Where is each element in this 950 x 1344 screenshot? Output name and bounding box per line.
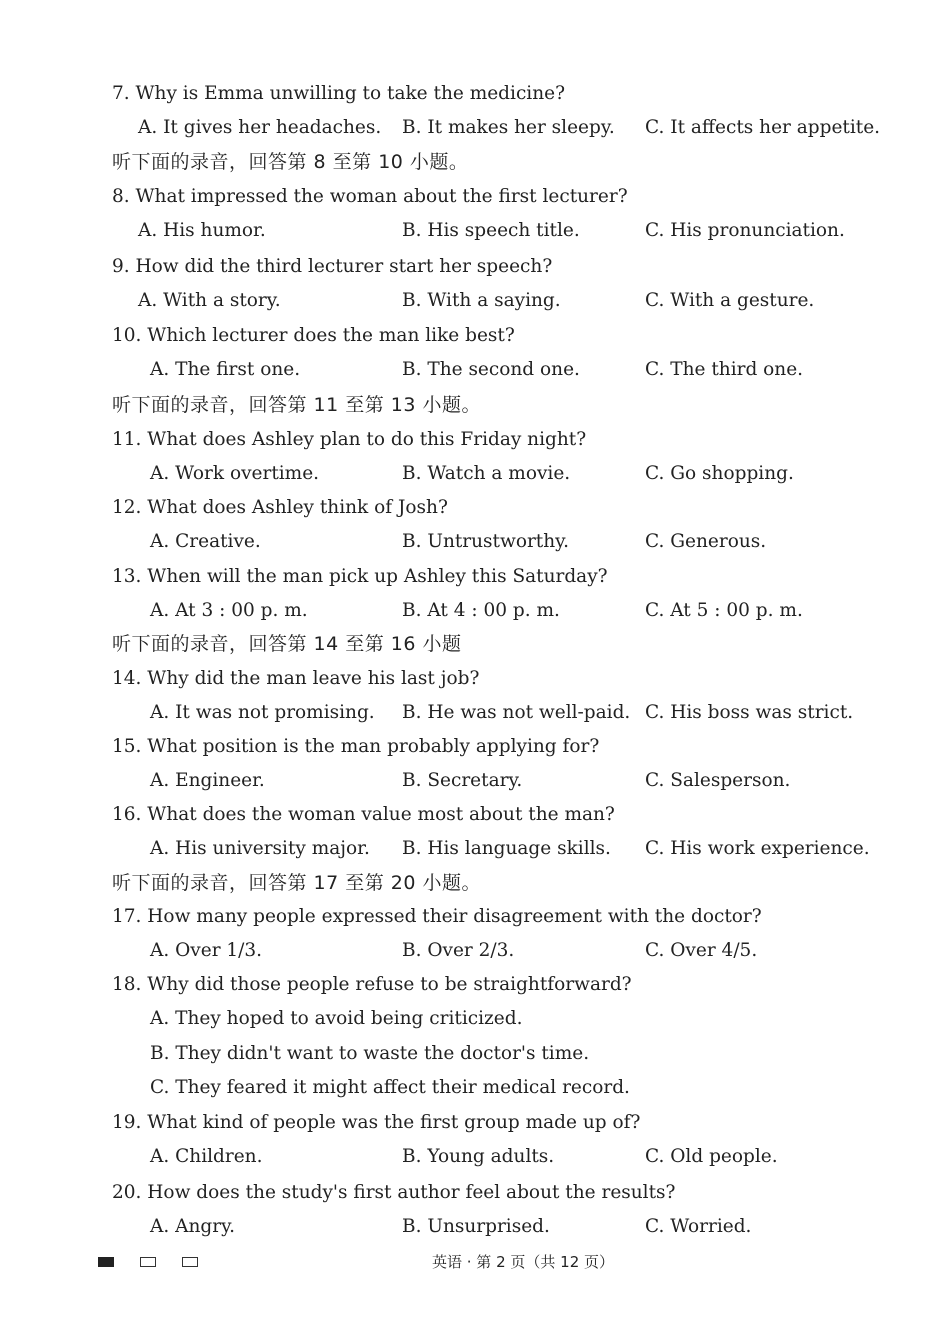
question-9-option-c: C. With a gesture. <box>645 290 815 311</box>
question-7-option-c: C. It affects her appetite. <box>645 117 881 138</box>
question-7-option-a: A. It gives her headaches. <box>138 117 382 138</box>
question-15-option-b: B. Secretary. <box>402 770 523 791</box>
section-instruction-11-13: 听下面的录音，回答第 11 至第 13 小题。 <box>112 394 482 416</box>
question-16-option-a: A. His university major. <box>150 838 370 859</box>
question-14-stem: 14. Why did the man leave his last job? <box>112 668 480 689</box>
page-number: 英语 · 第 2 页（共 12 页） <box>432 1253 615 1271</box>
question-20-stem: 20. How does the study's first author feel about the results? <box>112 1182 676 1203</box>
question-20-option-c: C. Worried. <box>645 1216 752 1237</box>
question-8-option-b: B. His speech title. <box>402 220 580 241</box>
question-15-option-a: A. Engineer. <box>150 770 265 791</box>
question-12-option-a: A. Creative. <box>150 531 261 552</box>
question-13-option-a: A. At 3 : 00 p. m. <box>150 600 308 621</box>
question-10-option-b: B. The second one. <box>402 359 580 380</box>
question-17-option-c: C. Over 4/5. <box>645 940 758 961</box>
question-10-option-a: A. The first one. <box>150 359 301 380</box>
question-8-option-a: A. His humor. <box>138 220 266 241</box>
question-17-stem: 17. How many people expressed their disagreement with the doctor? <box>112 906 762 927</box>
question-12-option-b: B. Untrustworthy. <box>402 531 570 552</box>
question-20-option-b: B. Unsurprised. <box>402 1216 550 1237</box>
section-instruction-8-10: 听下面的录音，回答第 8 至第 10 小题。 <box>112 151 469 173</box>
question-19-option-c: C. Old people. <box>645 1146 778 1167</box>
question-10-option-c: C. The third one. <box>645 359 804 380</box>
section-instruction-17-20: 听下面的录音，回答第 17 至第 20 小题。 <box>112 872 482 894</box>
question-14-option-b: B. He was not well-paid. <box>402 702 631 723</box>
question-11-option-a: A. Work overtime. <box>150 463 320 484</box>
question-11-option-b: B. Watch a movie. <box>402 463 571 484</box>
question-14-option-c: C. His boss was strict. <box>645 702 854 723</box>
question-19-stem: 19. What kind of people was the first group made up of? <box>112 1112 641 1133</box>
question-16-option-b: B. His language skills. <box>402 838 611 859</box>
question-14-option-a: A. It was not promising. <box>150 702 375 723</box>
question-8-option-c: C. His pronunciation. <box>645 220 845 241</box>
question-20-option-a: A. Angry. <box>150 1216 235 1237</box>
question-7-stem: 7. Why is Emma unwilling to take the medicine? <box>112 83 565 104</box>
question-18-option-c: C. They feared it might affect their medical record. <box>150 1077 630 1098</box>
question-16-option-c: C. His work experience. <box>645 838 870 859</box>
question-9-option-b: B. With a saying. <box>402 290 561 311</box>
question-12-stem: 12. What does Ashley think of Josh? <box>112 497 448 518</box>
question-9-option-a: A. With a story. <box>138 290 281 311</box>
question-13-option-c: C. At 5 : 00 p. m. <box>645 600 803 621</box>
question-15-option-c: C. Salesperson. <box>645 770 791 791</box>
question-13-option-b: B. At 4 : 00 p. m. <box>402 600 560 621</box>
question-19-option-b: B. Young adults. <box>402 1146 555 1167</box>
question-11-stem: 11. What does Ashley plan to do this Friday night? <box>112 429 587 450</box>
question-11-option-c: C. Go shopping. <box>645 463 794 484</box>
question-18-option-b: B. They didn't want to waste the doctor's time. <box>150 1043 590 1064</box>
filled-square-marker <box>98 1257 114 1267</box>
empty-square-marker <box>182 1257 198 1267</box>
question-15-stem: 15. What position is the man probably applying for? <box>112 736 600 757</box>
section-instruction-14-16: 听下面的录音，回答第 14 至第 16 小题 <box>112 633 462 655</box>
question-12-option-c: C. Generous. <box>645 531 767 552</box>
question-18-stem: 18. Why did those people refuse to be straightforward? <box>112 974 632 995</box>
question-7-option-b: B. It makes her sleepy. <box>402 117 615 138</box>
question-8-stem: 8. What impressed the woman about the first lecturer? <box>112 186 628 207</box>
page-footer <box>0 1252 950 1276</box>
question-13-stem: 13. When will the man pick up Ashley this Saturday? <box>112 566 608 587</box>
empty-square-marker <box>140 1257 156 1267</box>
question-17-option-a: A. Over 1/3. <box>150 940 263 961</box>
question-17-option-b: B. Over 2/3. <box>402 940 515 961</box>
question-18-option-a: A. They hoped to avoid being criticized. <box>150 1008 523 1029</box>
question-9-stem: 9. How did the third lecturer start her speech? <box>112 256 553 277</box>
question-19-option-a: A. Children. <box>150 1146 263 1167</box>
question-10-stem: 10. Which lecturer does the man like best? <box>112 325 515 346</box>
question-16-stem: 16. What does the woman value most about the man? <box>112 804 615 825</box>
